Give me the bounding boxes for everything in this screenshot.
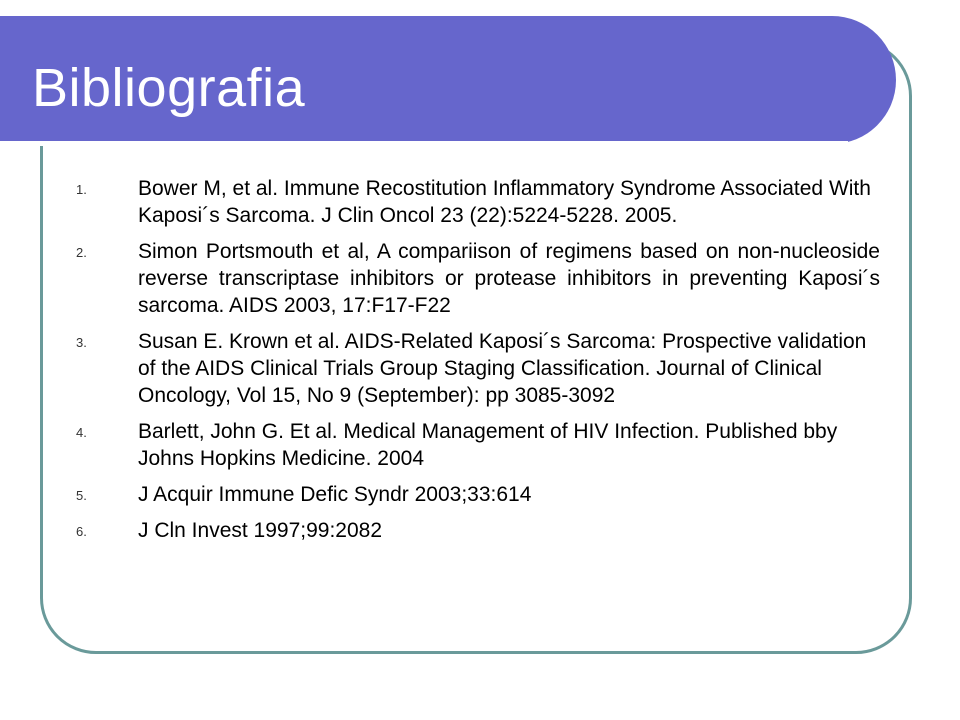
title-bar [0,16,896,144]
reference-number: 6. [76,524,87,539]
reference-item [70,517,880,544]
reference-number: 5. [76,488,87,503]
reference-text: Bower M, et al. Immune Recostitution Inflammatory Syndrome Associated With Kaposi´s Sarcoma. J Clin Oncol 23 (22):5224-5228. 2005. [138,177,871,227]
reference-text: Simon Portsmouth et al, A compariison of regimens based on non-nucleoside reverse transcriptase inhibitors or protease inhibitors in preventing Kaposi´s sarcoma. AIDS 2003, 17:F17-F22 [138,240,880,317]
title-underline [0,141,848,146]
reference-text: J Cln Invest 1997;99:2082 [138,519,383,542]
reference-text: Barlett, John G. Et al. Medical Management of HIV Infection. Published bby Johns Hopkins Medicine. 2004 [138,420,838,470]
reference-number: 3. [76,335,87,350]
reference-item [70,328,880,409]
reference-number: 2. [76,245,87,260]
slide-title: Bibliografia [32,58,306,118]
reference-number: 1. [76,182,87,197]
reference-text: J Acquir Immune Defic Syndr 2003;33:614 [138,483,532,506]
reference-item [70,238,880,319]
reference-list [70,175,880,553]
reference-item [70,481,880,508]
reference-item [70,175,880,229]
reference-number: 4. [76,425,87,440]
reference-item [70,418,880,472]
reference-text: Susan E. Krown et al. AIDS-Related Kaposi´s Sarcoma: Prospective validation of the AIDS Clinical Trials Group Staging Classification. Journal of Clinical Oncology, Vol 15, No 9 (September): pp 3085-3092 [138,330,867,407]
